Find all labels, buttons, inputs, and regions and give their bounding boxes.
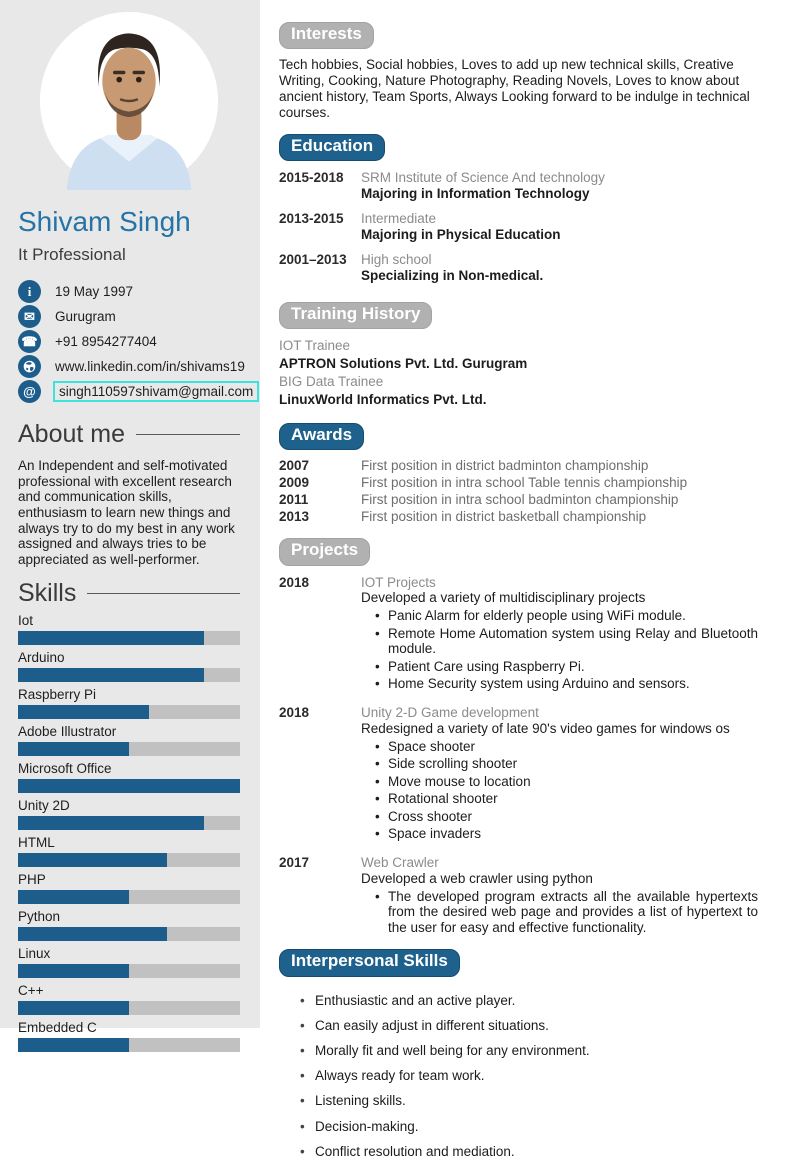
main-column xyxy=(260,0,794,1159)
skill-label: Unity 2D xyxy=(18,797,70,813)
education-school: High school xyxy=(361,252,432,268)
project-bullet: • Space invaders xyxy=(375,826,758,842)
award-row xyxy=(279,509,758,525)
about-heading xyxy=(18,420,240,449)
skill-item xyxy=(18,1020,240,1052)
skill-bar-fill xyxy=(18,816,204,830)
project-bullet: • Panic Alarm for elderly people using WiFi module. xyxy=(375,608,758,624)
education-body xyxy=(361,252,758,284)
award-row xyxy=(279,458,758,474)
contact-row xyxy=(18,330,240,353)
project-year: 2017 xyxy=(279,854,310,870)
about-heading-label: About me xyxy=(18,420,126,448)
mail-icon: ✉ xyxy=(18,305,41,328)
interpersonal-item: • Conflict resolution and mediation. xyxy=(300,1144,758,1160)
heading-rule xyxy=(87,593,240,594)
skill-bar-fill xyxy=(18,705,149,719)
education-years: 2015-2018 xyxy=(279,170,344,186)
skill-bar-fill xyxy=(18,668,204,682)
project-bullet: • Move mouse to location xyxy=(375,774,758,790)
interpersonal-item: • Can easily adjust in different situations. xyxy=(300,1018,758,1034)
award-text: First position in intra school badminton championship xyxy=(361,492,679,508)
award-year: 2011 xyxy=(279,492,309,508)
sidebar xyxy=(0,0,260,1035)
contact-value: 19 May 1997 xyxy=(55,284,134,299)
person-name: Shivam Singh xyxy=(18,206,191,237)
skill-label: Adobe Illustrator xyxy=(18,723,117,739)
project-row xyxy=(279,705,758,842)
project-title: IOT Projects xyxy=(361,574,436,590)
project-bullet: • Space shooter xyxy=(375,739,758,755)
interpersonal-item: • Enthusiastic and an active player. xyxy=(300,993,758,1009)
skill-bar xyxy=(18,779,240,793)
phone-icon: ☎ xyxy=(18,330,41,353)
skill-bar-fill xyxy=(18,964,129,978)
education-years: 2013-2015 xyxy=(279,211,344,227)
interpersonal-item: • Morally fit and well being for any environment. xyxy=(300,1043,758,1059)
training-line: LinuxWorld Informatics Pvt. Ltd. xyxy=(279,392,487,408)
interpersonal-list xyxy=(300,993,758,1160)
award-row xyxy=(279,492,758,508)
project-title: Web Crawler xyxy=(361,854,439,870)
heading-rule xyxy=(136,434,240,435)
project-desc: Developed a web crawler using python xyxy=(361,870,593,886)
skill-bar xyxy=(18,1001,240,1015)
education-rows xyxy=(279,170,758,284)
skill-bar xyxy=(18,1038,240,1052)
skill-item xyxy=(18,909,240,941)
project-year: 2018 xyxy=(279,704,310,720)
contact-value: +91 8954277404 xyxy=(55,334,157,349)
project-rows xyxy=(279,575,758,936)
skill-bar-fill xyxy=(18,890,129,904)
project-bullet: • Side scrolling shooter xyxy=(375,756,758,772)
training-line: IOT Trainee xyxy=(279,338,351,354)
education-row xyxy=(279,211,758,243)
skill-list xyxy=(18,613,240,1052)
skill-item xyxy=(18,761,240,793)
project-body xyxy=(361,855,758,935)
profile-photo xyxy=(40,12,218,190)
info-icon: i xyxy=(18,280,41,303)
education-body xyxy=(361,170,758,202)
award-text: First position in district badminton championship xyxy=(361,458,649,474)
contact-row xyxy=(18,380,254,403)
interpersonal-item: • Decision-making. xyxy=(300,1119,758,1135)
skill-label: Linux xyxy=(18,945,51,961)
skill-label: C++ xyxy=(18,982,44,998)
education-school: Intermediate xyxy=(361,211,437,227)
skill-item xyxy=(18,872,240,904)
skill-bar xyxy=(18,890,240,904)
project-bullet: • Patient Care using Raspberry Pi. xyxy=(375,659,758,675)
skill-bar xyxy=(18,742,240,756)
skill-bar-fill xyxy=(18,1038,129,1052)
skill-label: Embedded C xyxy=(18,1019,97,1035)
education-detail: Majoring in Information Technology xyxy=(361,186,590,202)
skill-bar-fill xyxy=(18,927,167,941)
skill-label: Arduino xyxy=(18,649,65,665)
award-row xyxy=(279,475,758,491)
education-row xyxy=(279,252,758,284)
project-bullet: • Cross shooter xyxy=(375,809,758,825)
skill-bar-fill xyxy=(18,1001,129,1015)
skill-item xyxy=(18,983,240,1015)
skill-item xyxy=(18,835,240,867)
section-pill-interpersonal: Interpersonal Skills xyxy=(279,949,460,976)
interpersonal-item: • Always ready for team work. xyxy=(300,1068,758,1084)
skill-item xyxy=(18,724,240,756)
award-year: 2007 xyxy=(279,458,310,474)
award-text: First position in intra school Table tennis championship xyxy=(361,475,688,491)
skills-heading-label: Skills xyxy=(18,578,77,607)
skill-label: Iot xyxy=(18,612,34,628)
award-rows xyxy=(279,458,758,525)
section-pill-interests: Interests xyxy=(279,22,374,49)
skill-label: Python xyxy=(18,908,61,924)
education-years: 2001–2013 xyxy=(279,252,347,268)
skill-item xyxy=(18,946,240,978)
skill-item xyxy=(18,687,240,719)
award-year: 2013 xyxy=(279,509,310,525)
project-bullet: • The developed program extracts all the available hypertexts from the desired web page and provides a list of hypertext to the user for easy and effective functionality. xyxy=(375,889,758,936)
skill-item xyxy=(18,650,240,682)
avatar xyxy=(40,12,218,190)
skill-bar xyxy=(18,668,240,682)
section-pill-training: Training History xyxy=(279,302,432,329)
skills-heading xyxy=(18,579,240,608)
training-lines xyxy=(279,338,758,408)
skill-item xyxy=(18,798,240,830)
skill-label: Microsoft Office xyxy=(18,760,112,776)
education-row xyxy=(279,170,758,202)
skill-label: HTML xyxy=(18,834,55,850)
skill-bar xyxy=(18,964,240,978)
education-detail: Specializing in Non-medical. xyxy=(361,268,544,284)
project-body xyxy=(361,705,758,842)
project-row xyxy=(279,575,758,692)
skill-bar-fill xyxy=(18,742,129,756)
project-body xyxy=(361,575,758,692)
project-bullet: • Home Security system using Arduino and sensors. xyxy=(375,676,758,692)
contact-list xyxy=(18,280,254,403)
contact-value: Gurugram xyxy=(55,309,116,324)
project-bullet-list xyxy=(375,739,758,842)
project-bullet: • Rotational shooter xyxy=(375,791,758,807)
section-pill-education: Education xyxy=(279,134,385,161)
contact-row xyxy=(18,355,245,378)
skill-label: Raspberry Pi xyxy=(18,686,97,702)
section-pill-awards: Awards xyxy=(279,423,364,450)
award-text: First position in district basketball championship xyxy=(361,509,647,525)
skill-bar xyxy=(18,631,240,645)
project-year: 2018 xyxy=(279,574,310,590)
interpersonal-item: • Listening skills. xyxy=(300,1093,758,1109)
project-bullet: • Remote Home Automation system using Relay and Bluetooth module. xyxy=(375,626,758,657)
award-year: 2009 xyxy=(279,475,310,491)
project-desc: Redesigned a variety of late 90's video games for windows os xyxy=(361,720,730,736)
skill-bar xyxy=(18,705,240,719)
project-bullet-list xyxy=(375,889,758,936)
person-title: It Professional xyxy=(18,245,126,264)
education-school: SRM Institute of Science And technology xyxy=(361,170,605,186)
education-detail: Majoring in Physical Education xyxy=(361,227,561,243)
project-row xyxy=(279,855,758,935)
project-title: Unity 2-D Game development xyxy=(361,704,539,720)
training-line: APTRON Solutions Pvt. Ltd. Gurugram xyxy=(279,356,528,372)
globe-icon xyxy=(18,355,41,378)
skill-bar-fill xyxy=(18,853,167,867)
skill-bar-fill xyxy=(18,779,240,793)
contact-value[interactable]: singh110597shivam@gmail.com xyxy=(53,381,259,402)
skill-item xyxy=(18,613,240,645)
skill-bar-fill xyxy=(18,631,204,645)
contact-value: www.linkedin.com/in/shivams19 xyxy=(55,359,245,374)
at-icon: @ xyxy=(18,380,41,403)
contact-row xyxy=(18,305,240,328)
skill-bar xyxy=(18,853,240,867)
contact-row xyxy=(18,280,240,303)
project-bullet-list xyxy=(375,608,758,692)
interests-text: Tech hobbies, Social hobbies, Loves to add up new technical skills, Creative Writing, Cooking, Nature Photography, Reading Novels, Loves to know about ancient history, Team Sports, Always Looking forward to be indulge in technical courses. xyxy=(279,57,750,121)
education-body xyxy=(361,211,758,243)
project-desc: Developed a variety of multidisciplinary projects xyxy=(361,590,646,606)
skill-label: PHP xyxy=(18,871,46,887)
training-line: BIG Data Trainee xyxy=(279,374,384,390)
section-pill-projects: Projects xyxy=(279,538,370,565)
about-text: An Independent and self-motivated professional with excellent research and communication skills, enthusiasm to learn new things and always try to do my best in any work assigned and always tries to be appreciated as well-performer. xyxy=(18,458,235,567)
skill-bar xyxy=(18,927,240,941)
skill-bar xyxy=(18,816,240,830)
